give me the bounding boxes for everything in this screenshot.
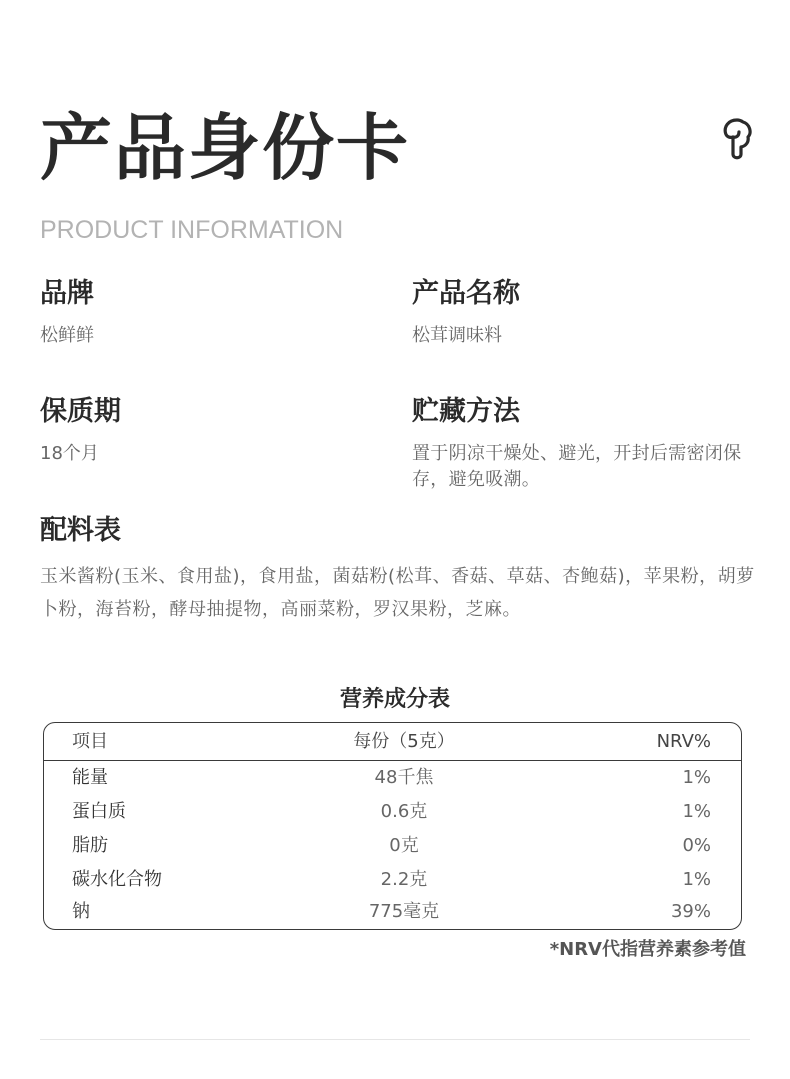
bottom-divider (40, 1039, 750, 1040)
header-nrv: NRV% (656, 731, 711, 752)
page-subtitle: PRODUCT INFORMATION (40, 216, 344, 244)
table-row (44, 761, 741, 795)
table-row (44, 863, 741, 897)
brand-field (40, 280, 94, 349)
header-item: 项目 (72, 731, 108, 752)
header-per-serving: 每份（5克） (353, 731, 455, 752)
row-per-serving: 0.6克 (380, 801, 428, 822)
storage-field (412, 398, 757, 493)
row-item: 脂肪 (72, 835, 108, 856)
shelf-life-value: 18个月 (40, 443, 99, 464)
row-nrv: 1% (682, 767, 711, 788)
row-per-serving: 48千焦 (374, 767, 434, 788)
row-item: 钠 (72, 901, 90, 922)
nutrition-table-title: 营养成分表 (339, 687, 450, 712)
page-title: 产品身份卡 (40, 106, 411, 190)
storage-label: 贮藏方法 (412, 396, 520, 427)
table-row (44, 895, 741, 929)
table-row (44, 829, 741, 863)
nutrition-table (43, 722, 742, 930)
row-item: 蛋白质 (72, 801, 126, 822)
nutrition-table-header (44, 723, 741, 761)
row-nrv: 39% (670, 901, 711, 922)
row-per-serving: 0克 (389, 835, 419, 856)
ingredients-label: 配料表 (40, 515, 121, 546)
row-nrv: 1% (682, 869, 711, 890)
mushroom-outline-icon (722, 118, 752, 162)
storage-value: 置于阴凉干燥处、避光，开封后需密闭保存，避免吸潮。 (412, 443, 742, 490)
brand-label: 品牌 (40, 278, 94, 309)
nrv-footnote: *NRV代指营养素参考值 (549, 939, 746, 960)
ingredients-value: 玉米酱粉(玉米、食用盐)，食用盐，菌菇粉(松茸、香菇、草菇、杏鲍菇)，苹果粉，胡萝卜粉，海苔粉，酵母抽提物，高丽菜粉，罗汉果粉，芝麻。 (40, 566, 755, 620)
row-nrv: 0% (682, 835, 711, 856)
row-item: 能量 (72, 767, 108, 788)
product-name-label: 产品名称 (412, 278, 520, 309)
ingredients-field (40, 517, 755, 626)
row-per-serving: 2.2克 (380, 869, 428, 890)
row-nrv: 1% (682, 801, 711, 822)
shelf-life-field (40, 398, 121, 467)
shelf-life-label: 保质期 (40, 396, 121, 427)
product-name-field (412, 280, 520, 349)
brand-value: 松鲜鲜 (40, 325, 94, 346)
row-per-serving: 775毫克 (368, 901, 440, 922)
row-item: 碳水化合物 (72, 869, 162, 890)
table-row (44, 795, 741, 829)
product-name-value: 松茸调味料 (412, 325, 502, 346)
